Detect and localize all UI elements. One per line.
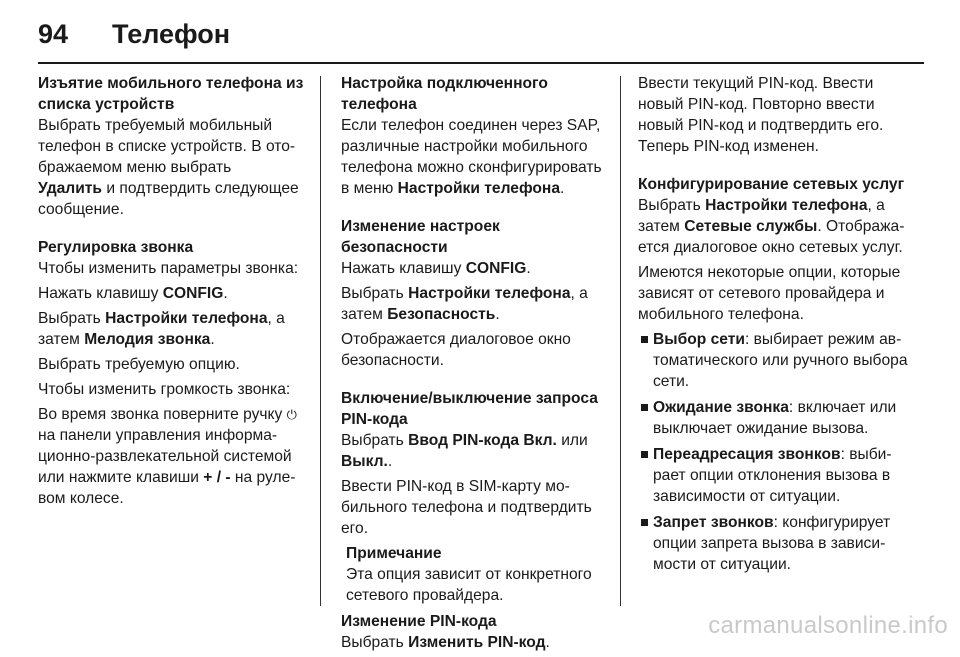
column-2 [341,73,609,657]
ring-text-3a: Выбрать [38,310,106,327]
option-name: Переадресация звонков [653,446,841,463]
bullet-square-icon [641,519,648,526]
pin-request-text-2: Ввести PIN-код в SIM-карту мобильного телефона и подтвердить его. [341,478,592,537]
remove-text [38,115,310,220]
security-text-2c: . [495,306,500,323]
network-services-text-1 [638,195,910,258]
security-label: Безопасность [387,306,496,323]
header-rule [38,62,924,64]
network-options-list [638,329,910,575]
note-box [341,543,609,606]
column-1 [38,73,310,513]
pin-request-text-1b: или [556,432,588,449]
remove-text-2: и подтвердить следующее сообщение. [38,180,299,218]
ring-text-3b: , а затем [38,310,285,348]
pin-off-label: Выкл. [341,453,388,470]
security-heading: Изменение настроек безопасности [341,218,500,256]
network-text-1a: Выбрать [638,197,706,214]
phone-settings-label: Настройки телефона [397,180,560,197]
ring-text-3c: . [210,331,215,348]
list-item [638,512,910,575]
column-3 [638,73,910,580]
page-number: 94 [38,18,69,49]
pin-request-heading: Включение/выключение запроса PIN-кода [341,390,598,428]
ring-text-6c: на рулевом колесе. [38,469,296,507]
security-text-2 [341,283,609,325]
option-name: Ожидание звонка [653,399,789,416]
pin-request-text-1c: . [387,453,393,470]
ring-heading: Регулировка звонка [38,239,194,256]
config-key-label: CONFIG [162,285,224,302]
pin-request-text-1a: Выбрать [341,432,409,449]
phone-settings-label: Настройки телефона [105,310,268,327]
ring-text-5: Чтобы изменить громкость звонка: [38,381,291,398]
watermark: carmanualsonline.info [708,612,948,639]
column-divider-2 [620,76,621,606]
connected-phone-text-1: Если телефон соединен через SAP, различные настройки мобильного телефона можно сконфигурировать в меню [341,117,602,197]
change-pin-heading: Изменение PIN-кода [341,613,497,630]
plus-minus-keys-label: + / - [203,469,231,486]
power-knob-icon: ⏻ [286,407,297,422]
list-item [638,444,910,507]
option-description: : выбирает режим автоматического или ручного выбора сети. [653,331,908,390]
ringtone-label: Мелодия звонка [84,331,211,348]
phone-settings-label: Настройки телефона [408,285,571,302]
change-pin-text-2: . [545,634,550,651]
security-text-1 [341,258,609,279]
pin-change-instructions: Ввести текущий PIN-код. Ввести новый PIN-код. Повторно ввести новый PIN-код и подтвердить его. Теперь PIN-код изменен. [638,75,884,155]
bullet-square-icon [641,404,648,411]
security-text-2b: , а затем [341,285,588,323]
bullet-square-icon [641,336,648,343]
ring-text-6 [38,404,310,509]
remove-heading: Изъятие мобильного телефона из списка устройств [38,75,304,113]
option-name: Выбор сети [653,331,745,348]
page-title: Телефон [112,18,231,49]
ring-text-3 [38,308,310,350]
note-heading: Примечание [346,545,442,562]
network-services-text-2: Имеются некоторые опции, которые зависят от сетевого провайдера и мобильного телефона. [638,264,901,323]
option-description: : включает или выключает ожидание вызова. [653,399,897,437]
list-item [638,397,910,439]
change-pin-label: Изменить PIN-код [408,634,546,651]
remove-text-1: Выбрать требуемый мобильный телефон в списке устройств. В отображаемом меню выбрать [38,117,296,176]
network-services-label: Сетевые службы [684,218,818,235]
security-text-3: Отображается диалоговое окно безопасности. [341,331,571,369]
ring-text-2 [38,283,310,304]
security-text-2a: Выбрать [341,285,409,302]
network-text-1c: . Отображается диалоговое окно сетевых услуг. [638,218,905,256]
connected-phone-text [341,115,609,199]
note-text: Эта опция зависит от конкретного сетевого провайдера. [346,566,592,604]
ring-text-4: Выбрать требуемую опцию. [38,356,240,373]
option-description: : выбирает опции отклонения вызова в зависимости от ситуации. [653,446,892,505]
list-item [638,329,910,392]
change-pin-text [341,632,609,653]
config-key-label: CONFIG [465,260,527,277]
pin-request-text-1 [341,430,609,472]
connected-phone-text-2: . [560,180,565,197]
network-text-1b: , а затем [638,197,885,235]
ring-text-6a: Во время звонка поверните ручку [38,406,287,423]
security-text-1a: Нажать клавишу [341,260,466,277]
ring-text-6b: на панели управления информационно-развлекательной системой или нажмите клавиши [38,427,292,486]
ring-text-1: Чтобы изменить параметры звонка: [38,260,299,277]
page-header [38,14,230,54]
connected-phone-heading: Настройка подключенного телефона [341,75,548,113]
ring-text-2a: Нажать клавишу [38,285,163,302]
ring-text-2b: . [223,285,228,302]
network-services-heading: Конфигурирование сетевых услуг [638,176,905,193]
change-pin-text-1: Выбрать [341,634,409,651]
column-divider-1 [320,76,321,606]
pin-on-label: Ввод PIN-кода Вкл. [408,432,557,449]
remove-menu-item: Удалить [38,180,103,197]
option-description: : конфигурирует опции запрета вызова в зависимости от ситуации. [653,514,891,573]
option-name: Запрет звонков [653,514,774,531]
bullet-square-icon [641,451,648,458]
security-text-1b: . [526,260,531,277]
phone-settings-label: Настройки телефона [705,197,868,214]
